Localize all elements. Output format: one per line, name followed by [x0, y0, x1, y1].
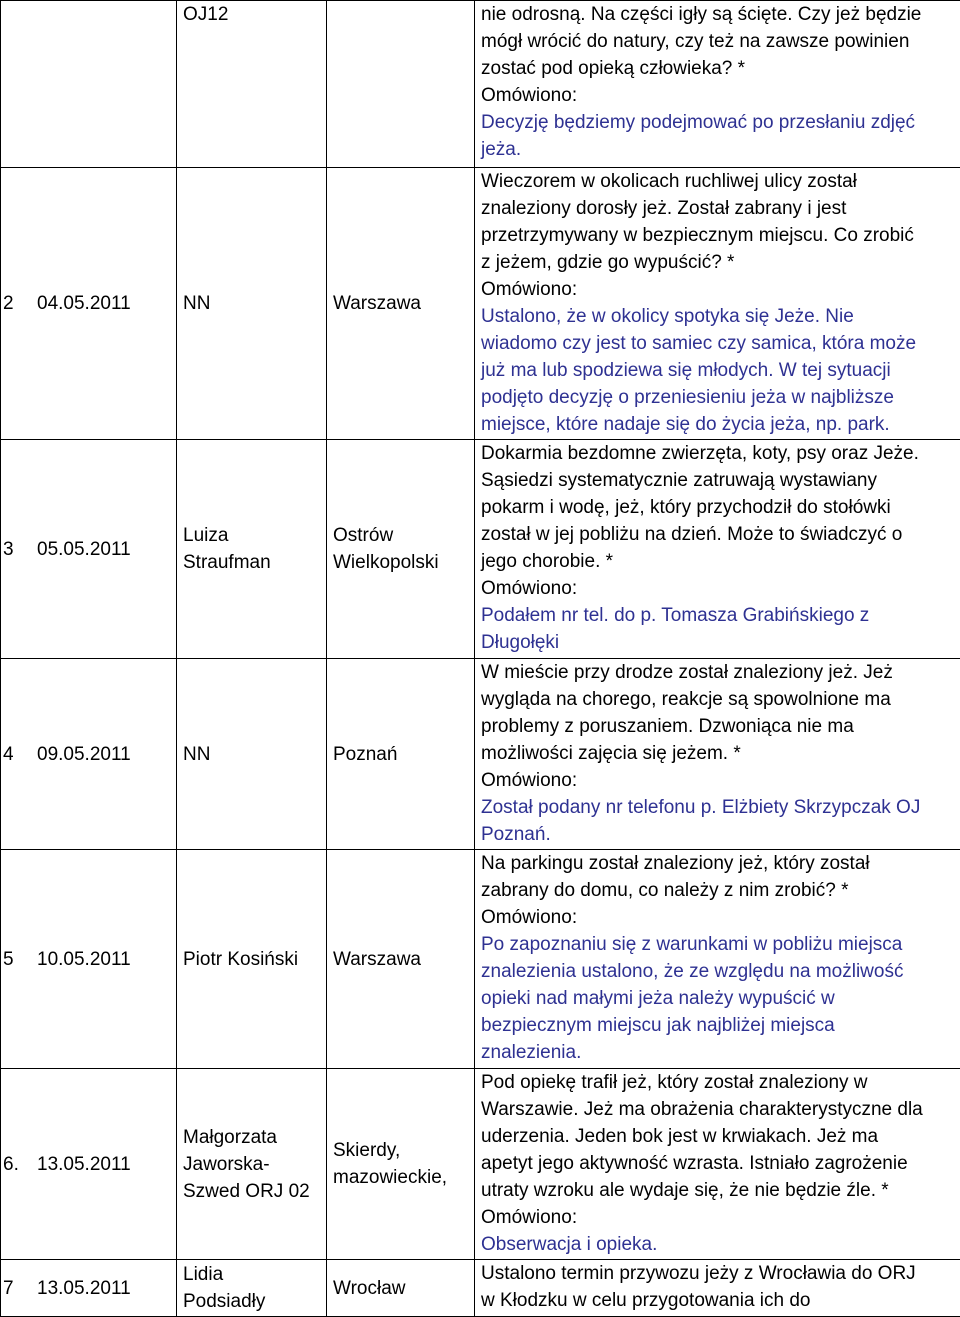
answer-line: bezpiecznym miejscu jak najbliżej miejsca [481, 1012, 960, 1039]
city: Poznań [333, 744, 397, 765]
description-line: jego chorobie. * [481, 548, 960, 575]
answer-line: miejsce, które nadaje się do życia jeża, np. park. [481, 411, 960, 438]
city: Skierdy, mazowieckie, [333, 1140, 447, 1188]
discussed-label: Omówiono: [481, 1204, 960, 1231]
call-date: 13.05.2011 [37, 1275, 131, 1302]
answer-line: Długołęki [481, 629, 960, 656]
description-line: Ustalono termin przywozu jeży z Wrocławia do ORJ [481, 1260, 960, 1287]
answer-line: wiadomo czy jest to samiec czy samica, która może [481, 330, 960, 357]
caller-name: NN [183, 293, 210, 314]
caller-name: Lidia Podsiadły [183, 1264, 265, 1312]
city-cell [327, 850, 475, 1069]
row-number: 6. [1, 1151, 37, 1178]
city: Warszawa [333, 949, 421, 970]
discussed-label: Omówiono: [481, 904, 960, 931]
table-row [1, 1260, 960, 1317]
description-line: nie odrosną. Na części igły są ścięte. Czy jeż będzie [481, 1, 960, 28]
caller-name: Piotr Kosiński [183, 949, 298, 970]
description-line: Dokarmia bezdomne zwierzęta, koty, psy oraz Jeże. [481, 440, 960, 467]
row-number: 5 [1, 946, 37, 973]
description-line: pokarm i wodę, jeż, który przychodził do stołówki [481, 494, 960, 521]
city-cell [327, 1069, 475, 1260]
row-number: 2 [1, 290, 37, 317]
description-cell [475, 440, 960, 659]
answer-line: podjęto decyzję o przeniesieniu jeża w najbliższe [481, 384, 960, 411]
description-line: możliwości zajęcia się jeżem. * [481, 740, 960, 767]
description-line: utraty wzroku ale wydaje się, że nie będzie źle. * [481, 1177, 960, 1204]
description-line: zostać pod opieką człowieka? * [481, 55, 960, 82]
answer-line: Poznań. [481, 821, 960, 848]
answer-line: już ma lub spodziewa się młodych. W tej sytuacji [481, 357, 960, 384]
city-cell [327, 440, 475, 659]
table-row [1, 1, 960, 168]
description-line: Wieczorem w okolicach ruchliwej ulicy został [481, 168, 960, 195]
description-cell [475, 850, 960, 1069]
description-line: z jeżem, gdzie go wypuścić? * [481, 249, 960, 276]
answer-line: Został podany nr telefonu p. Elżbiety Skrzypczak OJ [481, 794, 960, 821]
number-date-cell [1, 1, 177, 168]
row-number: 4 [1, 741, 37, 768]
description-line: znaleziony dorosły jeż. Został zabrany i jest [481, 195, 960, 222]
description-cell [475, 168, 960, 440]
description-cell [475, 659, 960, 850]
description-line: Warszawie. Jeż ma obrażenia charakterystyczne dla [481, 1096, 960, 1123]
description-line: Sąsiedzi systematycznie zatruwają wystawiany [481, 467, 960, 494]
answer-line: jeża. [481, 136, 960, 163]
city-cell [327, 659, 475, 850]
description-line: został w jej pobliżu na dzień. Może to świadczyć o [481, 521, 960, 548]
row-number: 7 [1, 1275, 37, 1302]
description-line: uderzenia. Jeden bok jest w krwiakach. Jeż ma [481, 1123, 960, 1150]
answer-line: Ustalono, że w okolicy spotyka się Jeże. Nie [481, 303, 960, 330]
discussed-label: Omówiono: [481, 767, 960, 794]
answer-line: Decyzję będziemy podejmować po przesłaniu zdjęć [481, 109, 960, 136]
caller-name: OJ12 [183, 4, 228, 25]
answer-line: Po zapoznaniu się z warunkami w pobliżu miejsca [481, 931, 960, 958]
number-date-cell [1, 1260, 177, 1317]
city: Ostrów Wielkopolski [333, 525, 439, 573]
city-cell [327, 168, 475, 440]
description-line: Pod opiekę trafił jeż, który został znaleziony w [481, 1069, 960, 1096]
city-cell [327, 1260, 475, 1317]
table-row [1, 440, 960, 659]
description-line: mógł wrócić do natury, czy też na zawsze powinien [481, 28, 960, 55]
description-line: przetrzymywany w bezpiecznym miejscu. Co zrobić [481, 222, 960, 249]
answer-line: opieki nad małymi jeża należy wypuścić w [481, 985, 960, 1012]
caller-name-cell [177, 1069, 327, 1260]
city: Wrocław [333, 1278, 406, 1299]
description-cell [475, 1069, 960, 1260]
description-cell [475, 1, 960, 168]
caller-name-cell [177, 440, 327, 659]
answer-line: Obserwacja i opieka. [481, 1231, 960, 1258]
call-date: 13.05.2011 [37, 1151, 131, 1178]
description-line: zabrany do domu, co należy z nim zrobić? * [481, 877, 960, 904]
caller-name-cell [177, 1, 327, 168]
description-line: problemy z poruszaniem. Dzwoniąca nie ma [481, 713, 960, 740]
number-date-cell [1, 659, 177, 850]
call-date: 05.05.2011 [37, 536, 131, 563]
table-row [1, 850, 960, 1069]
caller-name: NN [183, 744, 210, 765]
caller-name-cell [177, 659, 327, 850]
caller-name: Małgorzata Jaworska- Szwed ORJ 02 [183, 1127, 310, 1202]
call-date: 04.05.2011 [37, 290, 131, 317]
number-date-cell [1, 850, 177, 1069]
description-cell [475, 1260, 960, 1317]
caller-name-cell [177, 168, 327, 440]
number-date-cell [1, 1069, 177, 1260]
city-cell [327, 1, 475, 168]
table-row [1, 168, 960, 440]
table-row [1, 1069, 960, 1260]
number-date-cell [1, 440, 177, 659]
table-row [1, 659, 960, 850]
description-line: wygląda na chorego, reakcje są spowolnione ma [481, 686, 960, 713]
row-number: 3 [1, 536, 37, 563]
city: Warszawa [333, 293, 421, 314]
caller-name-cell [177, 1260, 327, 1317]
caller-name: Luiza Straufman [183, 525, 271, 573]
discussed-label: Omówiono: [481, 276, 960, 303]
caller-name-cell [177, 850, 327, 1069]
description-line: apetyt jego aktywność wzrasta. Istniało zagrożenie [481, 1150, 960, 1177]
number-date-cell [1, 168, 177, 440]
answer-line: znalezienia ustalono, że ze względu na możliwość [481, 958, 960, 985]
call-date: 10.05.2011 [37, 946, 131, 973]
discussed-label: Omówiono: [481, 82, 960, 109]
answer-line: Podałem nr tel. do p. Tomasza Grabińskiego z [481, 602, 960, 629]
description-line: W mieście przy drodze został znaleziony jeż. Jeż [481, 659, 960, 686]
description-line: w Kłodzku w celu przygotowania ich do [481, 1287, 960, 1314]
call-date: 09.05.2011 [37, 741, 131, 768]
answer-line: znalezienia. [481, 1039, 960, 1066]
description-line: Na parkingu został znaleziony jeż, który został [481, 850, 960, 877]
discussed-label: Omówiono: [481, 575, 960, 602]
